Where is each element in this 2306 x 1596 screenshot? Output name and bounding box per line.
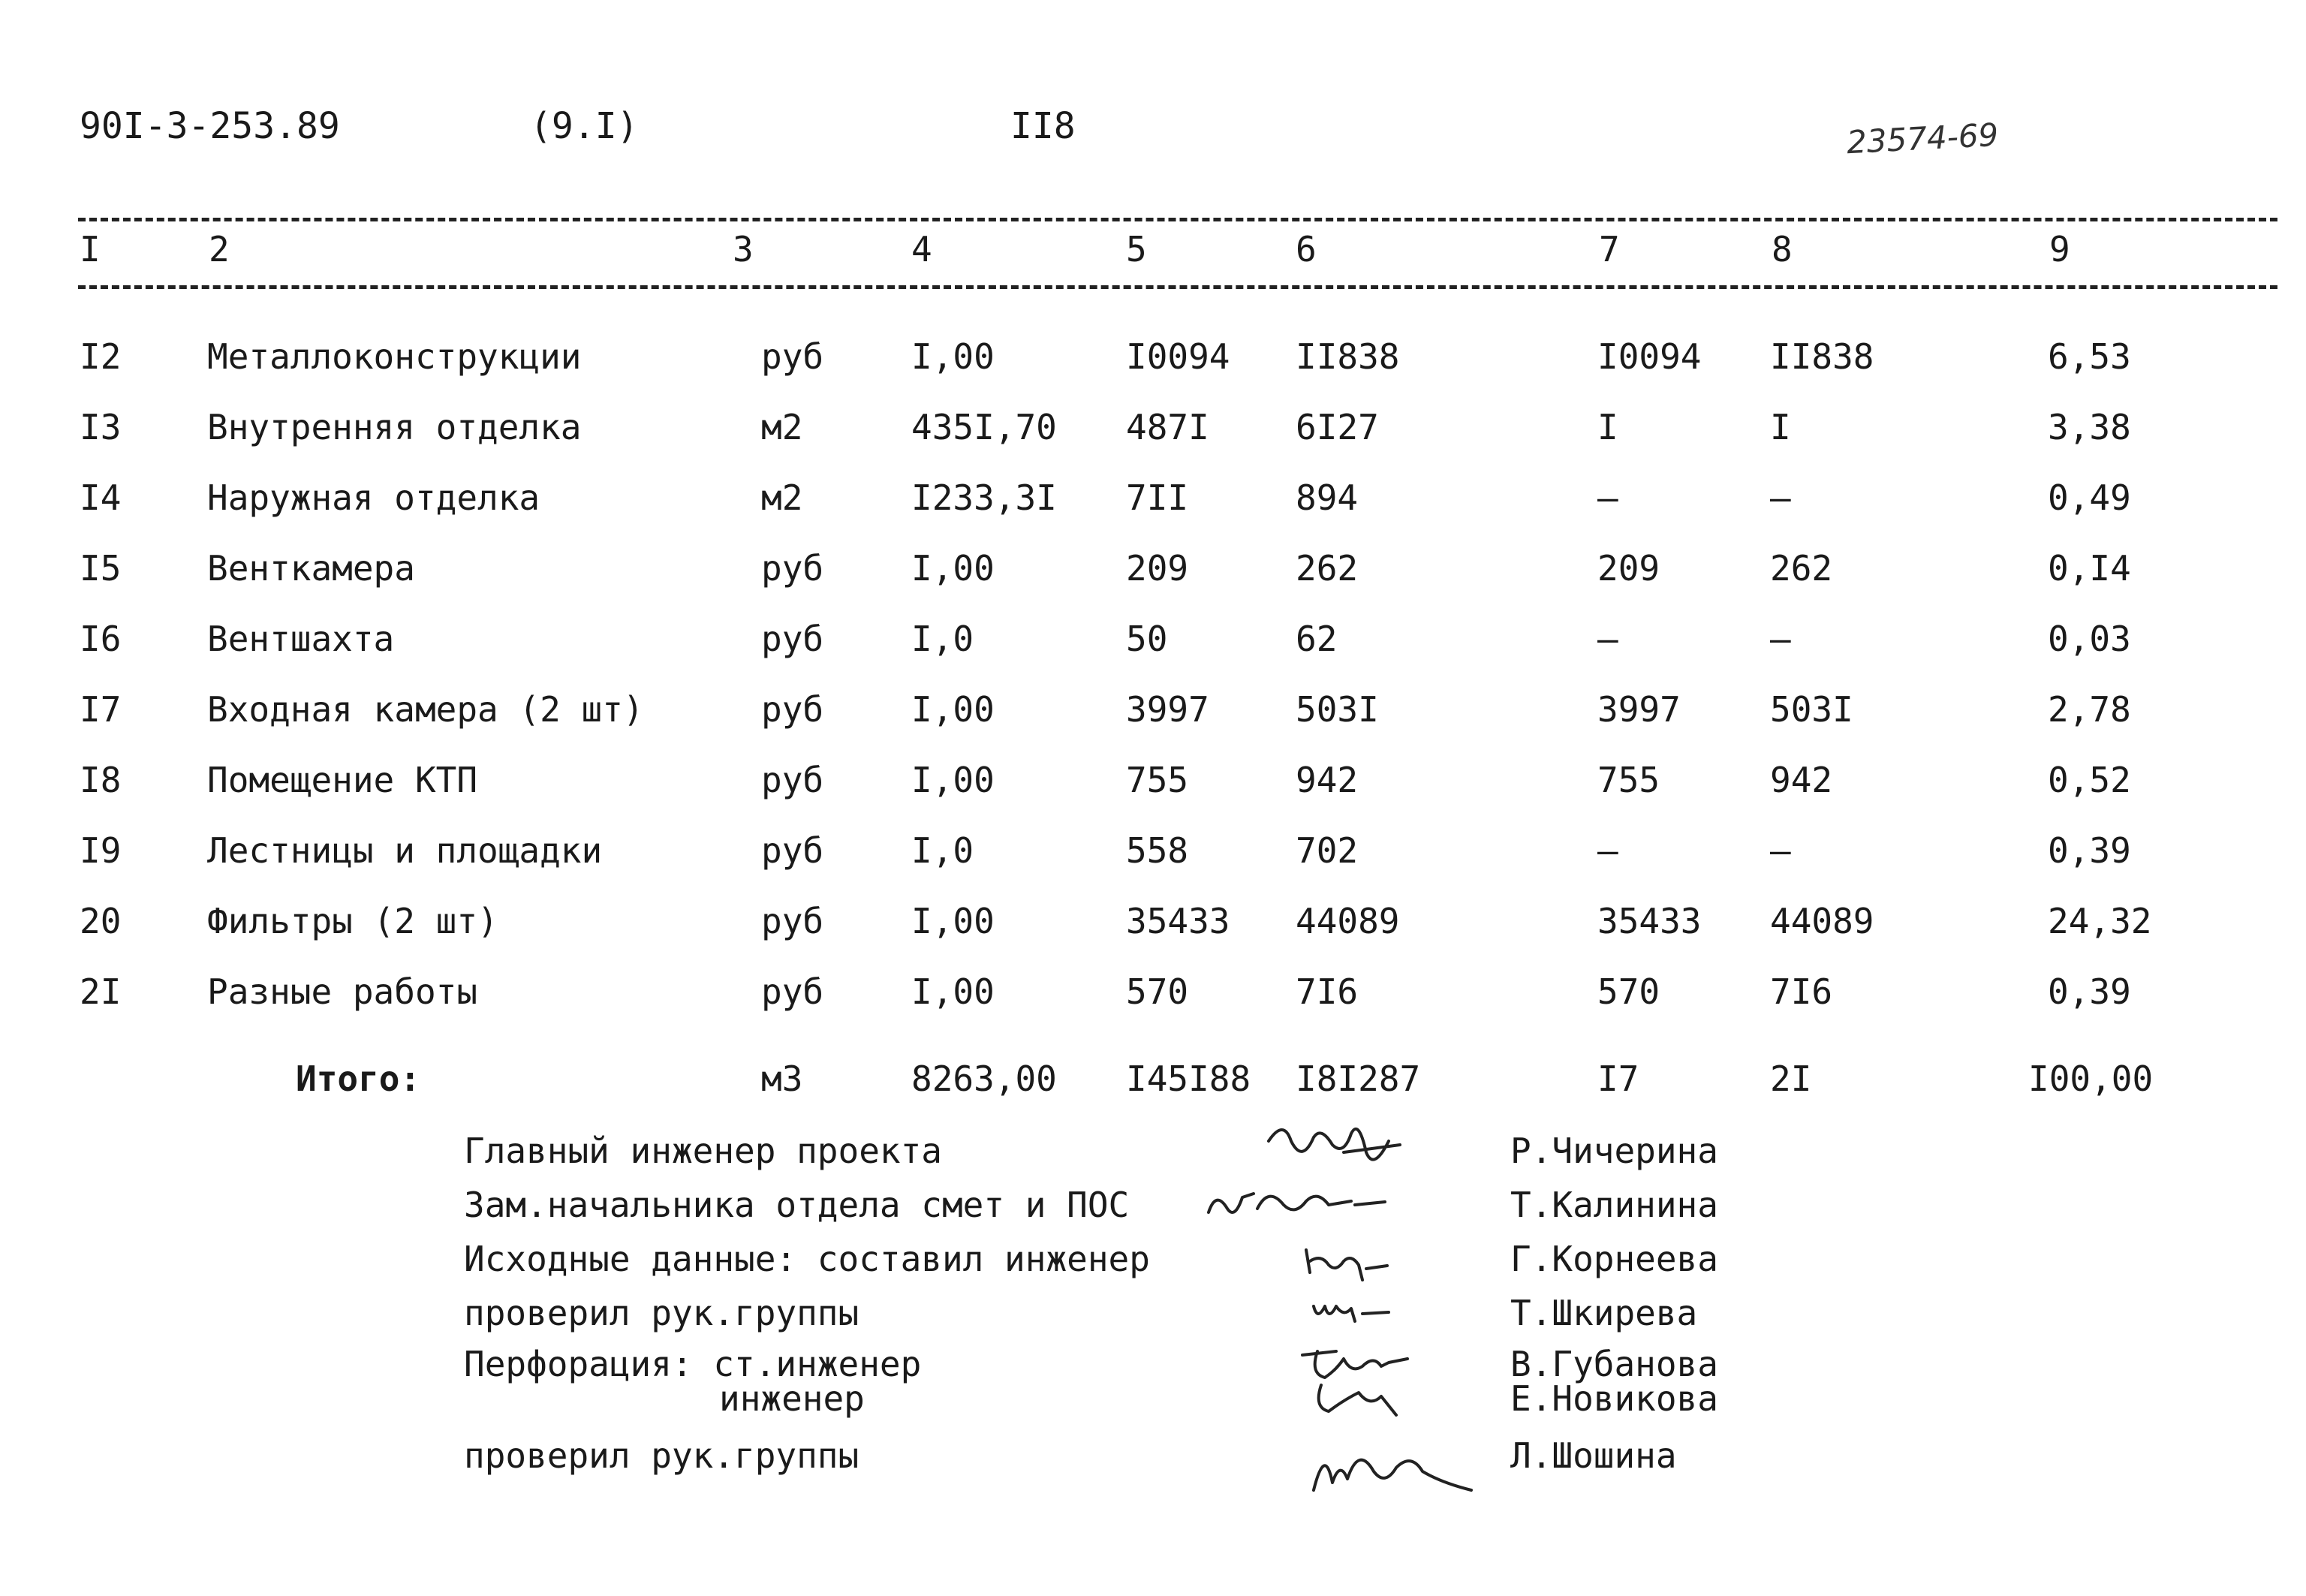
row-col5: 570 [1126, 971, 1189, 1012]
row-qty: I,00 [911, 971, 995, 1012]
signature-role: Главный инженер проекта [464, 1131, 942, 1171]
row-col9: 0,I4 [2048, 548, 2131, 589]
signature-role: Зам.начальника отдела смет и ПОС [464, 1185, 1130, 1225]
row-number: I2 [80, 336, 122, 377]
row-qty: I233,3I [911, 477, 1057, 518]
signature-name: Р.Чичерина [1510, 1131, 1718, 1171]
row-col6: 894 [1296, 477, 1359, 518]
row-col9: 2,78 [2048, 689, 2131, 730]
row-number: I9 [80, 830, 122, 871]
row-col6: 262 [1296, 548, 1359, 589]
total-qty: 8263,00 [911, 1058, 1057, 1099]
row-qty: 435I,70 [911, 407, 1057, 447]
row-col7: 35433 [1597, 901, 1702, 941]
row-col5: 3997 [1126, 689, 1209, 730]
row-qty: I,00 [911, 548, 995, 589]
row-col8: 503I [1770, 689, 1853, 730]
row-col9: 24,32 [2048, 901, 2152, 941]
signature-name: Г.Корнеева [1510, 1239, 1718, 1279]
total-col5: I45I88 [1126, 1058, 1251, 1099]
row-col9: 0,39 [2048, 971, 2131, 1012]
row-name: Наружная отделка [207, 477, 540, 518]
row-unit: руб [761, 336, 824, 377]
handwritten-signature [1291, 1340, 1441, 1430]
row-unit: руб [761, 901, 824, 941]
row-unit: руб [761, 760, 824, 800]
row-col6: 503I [1296, 689, 1379, 730]
total-col7: I7 [1597, 1058, 1639, 1099]
row-unit: м2 [761, 477, 803, 518]
row-unit: руб [761, 689, 824, 730]
column-header: 3 [733, 229, 754, 270]
row-number: I7 [80, 689, 122, 730]
row-col6: 44089 [1296, 901, 1400, 941]
row-qty: I,0 [911, 619, 974, 659]
row-col7: – [1597, 619, 1618, 659]
row-col9: 0,49 [2048, 477, 2131, 518]
row-col7: – [1597, 477, 1618, 518]
row-number: 20 [80, 901, 122, 941]
column-header: I [80, 229, 101, 270]
header-top-rule [78, 218, 2277, 221]
row-unit: руб [761, 830, 824, 871]
row-col5: 7II [1126, 477, 1189, 518]
signature-role: Исходные данные: составил инженер [464, 1239, 1150, 1279]
row-col7: 570 [1597, 971, 1660, 1012]
row-name: Вентшахта [207, 619, 395, 659]
row-col8: – [1770, 830, 1791, 871]
column-header: 9 [2049, 229, 2070, 270]
row-col7: I0094 [1597, 336, 1702, 377]
row-col5: 209 [1126, 548, 1189, 589]
row-name: Венткамера [207, 548, 415, 589]
total-unit: м3 [761, 1058, 803, 1099]
row-col5: 50 [1126, 619, 1168, 659]
row-unit: руб [761, 971, 824, 1012]
signature-name: Е.Новикова [1510, 1378, 1718, 1419]
row-qty: I,00 [911, 689, 995, 730]
row-col6: 6I27 [1296, 407, 1379, 447]
column-header: 7 [1599, 229, 1620, 270]
row-name: Лестницы и площадки [207, 830, 603, 871]
handwritten-number: 23574-69 [1845, 116, 2000, 161]
row-col6: 62 [1296, 619, 1338, 659]
row-col7: 3997 [1597, 689, 1681, 730]
handwritten-signature [1261, 1111, 1411, 1179]
row-col6: 702 [1296, 830, 1359, 871]
column-header: 6 [1296, 229, 1317, 270]
row-name: Металлоконструкции [207, 336, 582, 377]
handwritten-signature [1306, 1287, 1404, 1333]
row-unit: руб [761, 548, 824, 589]
header-bottom-rule [78, 285, 2277, 289]
row-col5: 487I [1126, 407, 1209, 447]
row-number: I3 [80, 407, 122, 447]
row-col9: 6,53 [2048, 336, 2131, 377]
row-number: I8 [80, 760, 122, 800]
row-col7: 755 [1597, 760, 1660, 800]
signature-role: инженер [719, 1378, 865, 1419]
handwritten-signature [1201, 1175, 1396, 1235]
signature-role: проверил рук.группы [464, 1435, 859, 1476]
row-number: I6 [80, 619, 122, 659]
column-header: 2 [209, 229, 230, 270]
row-name: Фильтры (2 шт) [207, 901, 498, 941]
section-number: (9.I) [530, 105, 639, 147]
row-qty: I,00 [911, 901, 995, 941]
row-col8: 262 [1770, 548, 1833, 589]
row-col9: 0,39 [2048, 830, 2131, 871]
total-col6: I8I287 [1296, 1058, 1421, 1099]
row-name: Внутренняя отделка [207, 407, 582, 447]
row-col5: 755 [1126, 760, 1189, 800]
row-number: I4 [80, 477, 122, 518]
signature-name: Т.Шкирева [1510, 1293, 1698, 1333]
row-col7: – [1597, 830, 1618, 871]
row-col5: 35433 [1126, 901, 1230, 941]
row-qty: I,00 [911, 760, 995, 800]
row-col5: 558 [1126, 830, 1189, 871]
row-col8: II838 [1770, 336, 1874, 377]
row-col8: 942 [1770, 760, 1833, 800]
row-name: Разные работы [207, 971, 478, 1012]
row-qty: I,0 [911, 830, 974, 871]
column-header: 5 [1126, 229, 1147, 270]
row-col7: I [1597, 407, 1618, 447]
row-col9: 0,03 [2048, 619, 2131, 659]
handwritten-signature [1299, 1430, 1494, 1513]
column-header: 4 [911, 229, 932, 270]
row-col9: 3,38 [2048, 407, 2131, 447]
row-col9: 0,52 [2048, 760, 2131, 800]
row-number: 2I [80, 971, 122, 1012]
signature-role: проверил рук.группы [464, 1293, 859, 1333]
row-number: I5 [80, 548, 122, 589]
row-col8: – [1770, 619, 1791, 659]
signature-role: Перфорация: ст.инженер [464, 1344, 922, 1384]
row-col6: 7I6 [1296, 971, 1359, 1012]
row-col8: 7I6 [1770, 971, 1833, 1012]
document-code: 90I-3-253.89 [80, 105, 340, 147]
row-col8: 44089 [1770, 901, 1874, 941]
row-col7: 209 [1597, 548, 1660, 589]
row-qty: I,00 [911, 336, 995, 377]
row-col6: 942 [1296, 760, 1359, 800]
column-header: 8 [1772, 229, 1793, 270]
row-name: Входная камера (2 шт) [207, 689, 644, 730]
signature-name: Т.Калинина [1510, 1185, 1718, 1225]
total-label: Итого: [296, 1058, 421, 1099]
signature-name: В.Губанова [1510, 1344, 1718, 1384]
row-col5: I0094 [1126, 336, 1230, 377]
total-col8: 2I [1770, 1058, 1812, 1099]
total-col9: I00,00 [2028, 1058, 2154, 1099]
row-col8: I [1770, 407, 1791, 447]
page-number: II8 [1010, 105, 1076, 147]
row-col6: II838 [1296, 336, 1400, 377]
row-col8: – [1770, 477, 1791, 518]
signature-name: Л.Шошина [1510, 1435, 1677, 1476]
row-unit: руб [761, 619, 824, 659]
handwritten-signature [1299, 1239, 1396, 1291]
row-unit: м2 [761, 407, 803, 447]
row-name: Помещение КТП [207, 760, 478, 800]
